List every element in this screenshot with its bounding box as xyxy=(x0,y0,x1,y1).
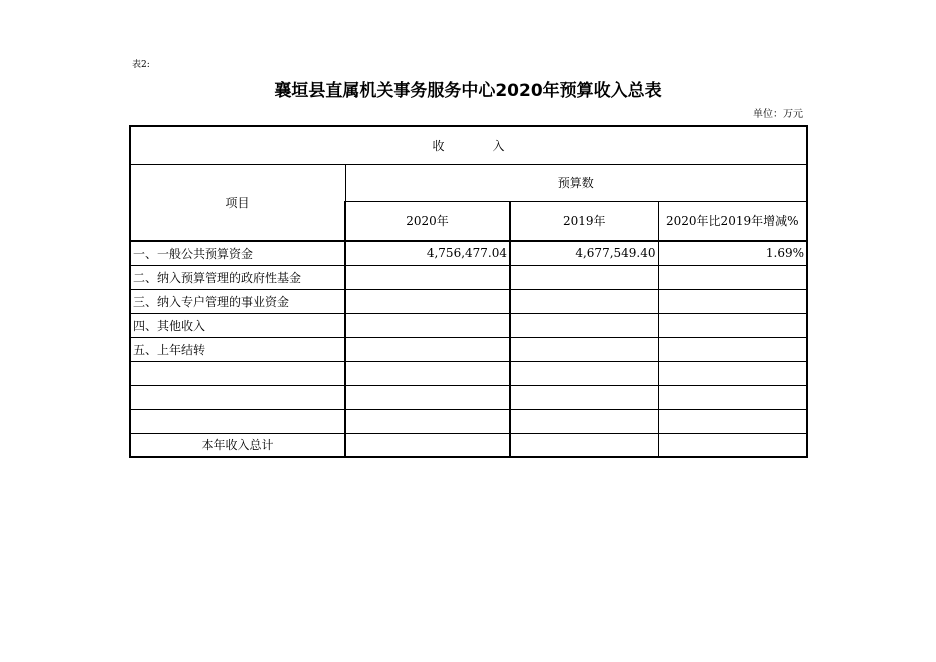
col-header-change: 2020年比2019年增减% xyxy=(658,201,807,241)
table-row xyxy=(130,313,807,337)
row-item: 五、上年结转 xyxy=(130,337,345,361)
unit-label: 单位：万元 xyxy=(753,109,803,120)
row-item xyxy=(130,385,345,409)
row-value-2020 xyxy=(345,409,510,433)
row-value-2020: 4,756,477.04 xyxy=(345,241,510,265)
budget-header: 预算数 xyxy=(345,164,807,201)
row-change xyxy=(658,265,807,289)
row-value-2019 xyxy=(510,265,658,289)
income-header: 收 入 xyxy=(130,126,807,164)
row-change xyxy=(658,409,807,433)
row-item: 四、其他收入 xyxy=(130,313,345,337)
row-change xyxy=(658,385,807,409)
row-value-2019 xyxy=(510,313,658,337)
row-value-2020 xyxy=(345,361,510,385)
item-header: 项目 xyxy=(130,164,345,241)
total-change xyxy=(658,433,807,457)
row-item xyxy=(130,361,345,385)
row-change xyxy=(658,313,807,337)
table-number-label: 表2: xyxy=(132,60,150,70)
total-label: 本年收入总计 xyxy=(130,433,345,457)
table-row xyxy=(130,241,807,265)
row-item xyxy=(130,409,345,433)
table-row xyxy=(130,409,807,433)
total-value-2020 xyxy=(345,433,510,457)
row-value-2020 xyxy=(345,265,510,289)
row-change xyxy=(658,361,807,385)
table-row xyxy=(130,289,807,313)
row-value-2020 xyxy=(345,385,510,409)
row-change xyxy=(658,337,807,361)
row-value-2019 xyxy=(510,361,658,385)
row-change xyxy=(658,289,807,313)
table-row xyxy=(130,385,807,409)
row-value-2019 xyxy=(510,409,658,433)
table-row xyxy=(130,337,807,361)
row-value-2019 xyxy=(510,289,658,313)
col-header-2020: 2020年 xyxy=(345,201,510,241)
row-value-2019 xyxy=(510,337,658,361)
row-value-2019 xyxy=(510,385,658,409)
row-change: 1.69% xyxy=(658,241,807,265)
table-row xyxy=(130,265,807,289)
row-item: 一、一般公共预算资金 xyxy=(130,241,345,265)
row-item: 二、纳入预算管理的政府性基金 xyxy=(130,265,345,289)
row-item: 三、纳入专户管理的事业资金 xyxy=(130,289,345,313)
row-value-2020 xyxy=(345,313,510,337)
total-row xyxy=(130,433,807,457)
page-title: 襄垣县直属机关事务服务中心2020年预算收入总表 xyxy=(274,81,662,101)
budget-income-table xyxy=(129,125,808,458)
col-header-2019: 2019年 xyxy=(510,201,658,241)
row-value-2019: 4,677,549.40 xyxy=(510,241,658,265)
total-value-2019 xyxy=(510,433,658,457)
row-value-2020 xyxy=(345,289,510,313)
row-value-2020 xyxy=(345,337,510,361)
table-row xyxy=(130,361,807,385)
